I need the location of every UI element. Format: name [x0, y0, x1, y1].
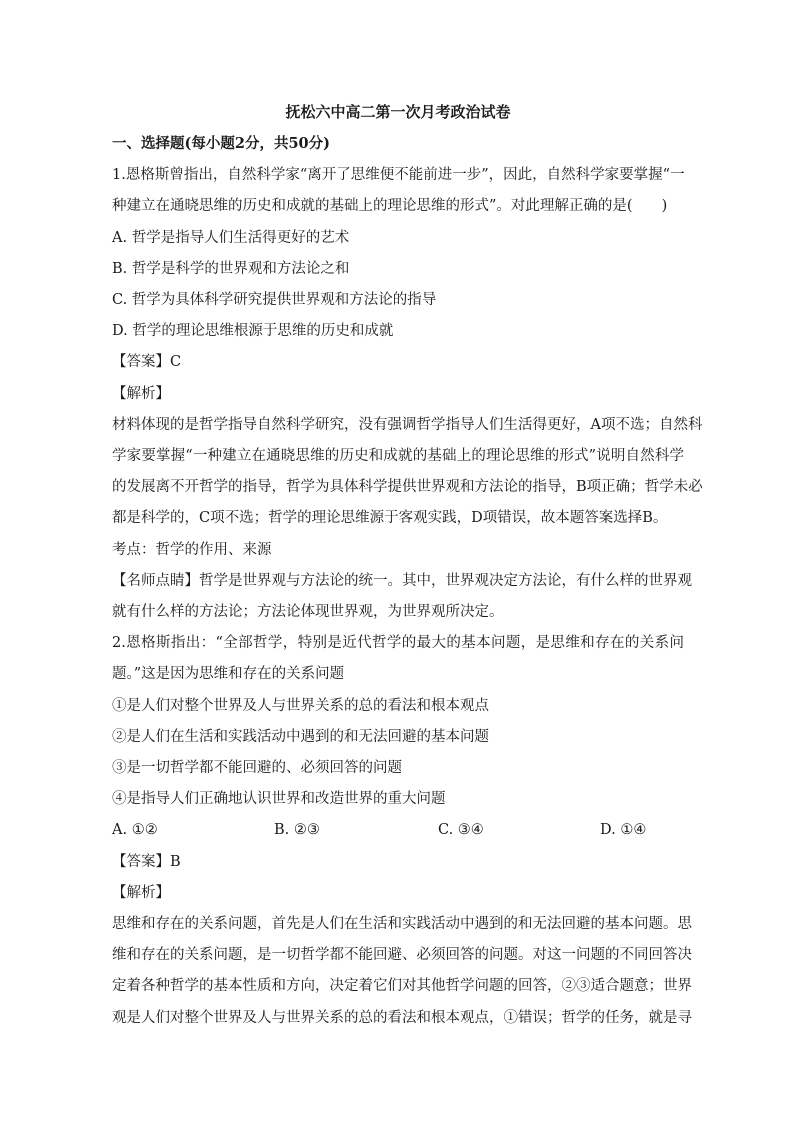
q2-choice-a: A. ①②	[112, 822, 158, 838]
q1-analysis-line-3: 的发展离不开哲学的指导，哲学为具体科学提供世界观和方法论的指导，B项正确；哲学未必	[112, 479, 703, 495]
q1-analysis-line-2: 学家要掌握“一种建立在通晓思维的历史和成就的基础上的理论思维的形式”说明自然科学	[112, 448, 684, 464]
q1-tip-line-2: 就有什么样的方法论；方法论体现世界观，为世界观所决定。	[112, 604, 504, 620]
q1-tip-line-1: 【名师点睛】哲学是世界观与方法论的统一。其中，世界观决定方法论，有什么样的世界观	[112, 573, 692, 589]
q1-analysis-line-1: 材料体现的是哲学指导自然科学研究，没有强调哲学指导人们生活得更好，A项不选；自然科	[112, 417, 703, 433]
q2-answer: 【答案】B	[112, 854, 181, 870]
q1-kaodian: 考点：哲学的作用、来源	[112, 542, 272, 558]
q2-item-4: ④是指导人们正确地认识世界和改造世界的重大问题	[112, 791, 446, 807]
q1-analysis-line-4: 都是科学的，C项不选；哲学的理论思维源于客观实践，D项错误，故本题答案选择B。	[112, 510, 668, 526]
q1-stem-line-1: 1.恩格斯曾指出，自然科学家“离开了思维便不能前进一步”，因此，自然科学家要掌握“一	[112, 167, 685, 183]
section-heading: 一、选择题(每小题2分，共50分)	[112, 135, 330, 152]
q1-analysis-label: 【解析】	[112, 386, 170, 402]
q1-answer: 【答案】C	[112, 354, 182, 370]
q1-option-d: D. 哲学的理论思维根源于思维的历史和成就	[112, 323, 394, 339]
q2-analysis-line-1: 思维和存在的关系问题，首先是人们在生活和实践活动中遇到的和无法回避的基本问题。思	[112, 916, 692, 932]
q2-stem-line-2: 题。”这是因为思维和存在的关系问题	[112, 666, 345, 682]
q1-option-b: B. 哲学是科学的世界观和方法论之和	[112, 261, 350, 277]
q2-analysis-line-2: 维和存在的关系问题，是一切哲学都不能回避、必须回答的问题。对这一问题的不同回答决	[112, 947, 692, 963]
q2-analysis-line-3: 定着各种哲学的基本性质和方向，决定着它们对其他哲学问题的回答，②③适合题意；世界	[112, 978, 692, 994]
exam-title: 抚松六中高二第一次月考政治试卷	[285, 103, 511, 121]
q2-item-1: ①是人们对整个世界及人与世界关系的总的看法和根本观点	[112, 698, 489, 714]
q2-analysis-label: 【解析】	[112, 885, 170, 901]
q2-choice-d: D. ①④	[600, 822, 647, 838]
q2-item-3: ③是一切哲学都不能回避的、必须回答的问题	[112, 760, 402, 776]
q2-choice-c: C. ③④	[438, 822, 484, 838]
q1-option-a: A. 哲学是指导人们生活得更好的艺术	[112, 230, 350, 246]
q1-option-c: C. 哲学为具体科学研究提供世界观和方法论的指导	[112, 292, 437, 308]
q2-choice-b: B. ②③	[274, 822, 320, 838]
q2-analysis-line-4: 观是人们对整个世界及人与世界关系的总的看法和根本观点，①错误；哲学的任务，就是寻	[112, 1010, 692, 1026]
q2-item-2: ②是人们在生活和实践活动中遇到的和无法回避的基本问题	[112, 729, 489, 745]
q1-stem-line-2: 种建立在通晓思维的历史和成就的基础上的理论思维的形式”。对此理解正确的是( )	[112, 198, 668, 214]
q2-stem-line-1: 2.恩格斯指出：“全部哲学，特别是近代哲学的最大的基本问题，是思维和存在的关系问	[112, 635, 684, 651]
